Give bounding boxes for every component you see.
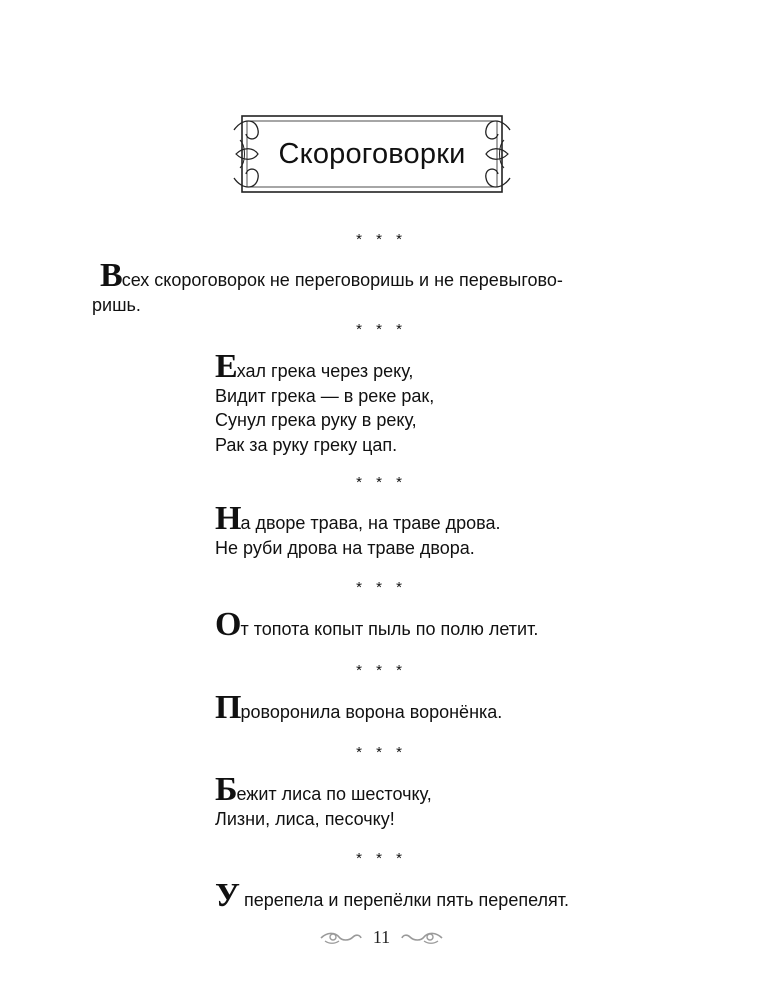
ornament-right-icon bbox=[400, 928, 444, 946]
ornament-left-icon bbox=[319, 928, 363, 946]
stanza-text: роворонила ворона воронёнка. bbox=[240, 702, 503, 722]
drop-cap: В bbox=[100, 257, 122, 294]
stanza-text: сех скороговорок не переговоришь и не перевыгово- bbox=[121, 270, 563, 290]
stanza-7 bbox=[215, 877, 569, 914]
drop-cap: Е bbox=[215, 348, 237, 385]
separator-stars: * * * bbox=[356, 662, 407, 679]
stanza-2 bbox=[215, 348, 435, 457]
stanza-line bbox=[215, 348, 434, 385]
separator-stars: * * * bbox=[356, 321, 407, 338]
stanza-line bbox=[215, 689, 503, 726]
stanza-line: Не руби дрова на траве двора. bbox=[215, 537, 475, 558]
separator-stars: * * * bbox=[356, 744, 407, 761]
stanza-5 bbox=[215, 689, 503, 726]
page-number: 11 bbox=[372, 926, 391, 947]
drop-cap: О bbox=[215, 606, 241, 643]
page-footer bbox=[0, 922, 763, 952]
drop-cap: Н bbox=[215, 500, 241, 537]
drop-cap: Б bbox=[215, 771, 237, 808]
stanza-6 bbox=[215, 771, 432, 831]
drop-cap: У bbox=[215, 877, 239, 914]
stanza-line: ришь. bbox=[92, 294, 141, 315]
stanza-text: перепела и перепёлки пять перепелят. bbox=[238, 890, 569, 910]
stanza-text: а дворе трава, на траве дрова. bbox=[240, 513, 501, 533]
separator-stars: * * * bbox=[356, 474, 407, 491]
stanza-text: ежит лиса по шесточку, bbox=[236, 784, 432, 804]
stanza-line bbox=[215, 771, 432, 808]
stanza-3 bbox=[215, 500, 501, 560]
page-title: Скороговорки bbox=[278, 137, 466, 170]
stanza-line: Рак за руку греку цап. bbox=[215, 434, 398, 455]
stanza-text: т топота копыт пыль по полю летит. bbox=[240, 619, 539, 639]
separator-stars: * * * bbox=[356, 231, 407, 248]
stanza-line bbox=[215, 500, 501, 537]
stanza-line: Сунул грека руку в реку, bbox=[215, 410, 417, 430]
stanza-text: хал грека через реку, bbox=[236, 361, 414, 381]
stanza-line bbox=[215, 606, 539, 643]
stanza-4 bbox=[215, 606, 539, 643]
stanza-line: Лизни, лиса, песочку! bbox=[215, 808, 395, 829]
drop-cap: П bbox=[215, 689, 241, 726]
separator-stars: * * * bbox=[356, 850, 407, 867]
separator-stars: * * * bbox=[356, 579, 407, 596]
stanza-line: Видит грека — в реке рак, bbox=[215, 385, 435, 406]
stanza-line bbox=[215, 877, 569, 914]
stanza-line bbox=[100, 257, 670, 294]
title-frame bbox=[232, 110, 512, 198]
stanza-1 bbox=[92, 257, 670, 317]
